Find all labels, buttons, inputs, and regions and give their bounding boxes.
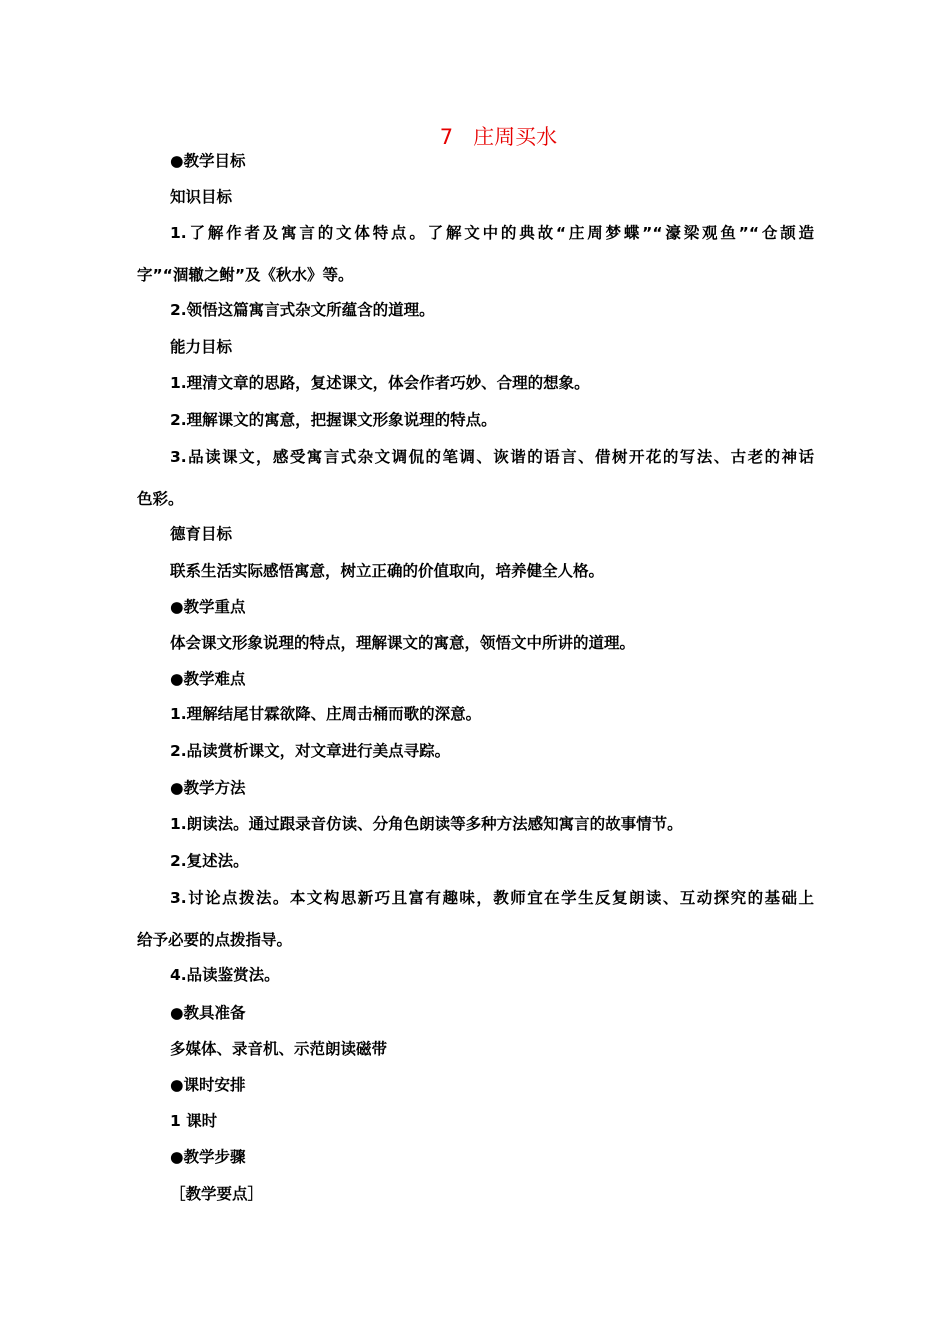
paragraph-line: 3.品读课文，感受寓言式杂文调侃的笔调、诙谐的语言、借树开花的写法、古老的神话	[170, 448, 814, 466]
section-heading-teaching-steps: ●教学步骤	[170, 1148, 246, 1166]
subheading-knowledge-goals: 知识目标	[170, 188, 233, 206]
subheading-ability-goals: 能力目标	[170, 338, 233, 356]
paragraph-line: 1.理解结尾甘霖欲降、庄周击桶而歌的深意。	[170, 705, 482, 723]
section-heading-schedule: ●课时安排	[170, 1076, 246, 1094]
paragraph-line: 2.复述法。	[170, 852, 249, 870]
paragraph-line: 1 课时	[170, 1112, 218, 1130]
section-heading-teaching-aids: ●教具准备	[170, 1004, 246, 1022]
paragraph-line: 多媒体、录音机、示范朗读磁带	[170, 1040, 388, 1058]
paragraph-line: 联系生活实际感悟寓意，树立正确的价值取向，培养健全人格。	[170, 562, 605, 580]
paragraph-line: 2.品读赏析课文，对文章进行美点寻踪。	[170, 742, 451, 760]
page-title: 7 庄周买水	[439, 125, 558, 149]
paragraph-line: 体会课文形象说理的特点，理解课文的寓意，领悟文中所讲的道理。	[170, 634, 636, 652]
paragraph-line: 4.品读鉴赏法。	[170, 966, 280, 984]
paragraph-line: 1.理清文章的思路，复述课文，体会作者巧妙、合理的想象。	[170, 374, 590, 392]
section-heading-methods: ●教学方法	[170, 779, 246, 797]
paragraph-line: 3.讨论点拨法。本文构思新巧且富有趣味，教师宜在学生反复朗读、互动探究的基础上	[170, 889, 814, 907]
paragraph-line: 给予必要的点拨指导。	[137, 931, 293, 949]
section-heading-key-points: ●教学重点	[170, 598, 246, 616]
paragraph-line: 1.朗读法。通过跟录音仿读、分角色朗读等多种方法感知寓言的故事情节。	[170, 815, 683, 833]
section-heading-difficulties: ●教学难点	[170, 670, 246, 688]
subheading-teaching-essentials: ［教学要点］	[170, 1185, 264, 1203]
paragraph-line: 2.理解课文的寓意，把握课文形象说理的特点。	[170, 411, 497, 429]
paragraph-line: 色彩。	[137, 490, 184, 508]
paragraph-line: 1.了解作者及寓言的文体特点。了解文中的典故“庄周梦蝶”“濠梁观鱼”“仓颉造	[170, 224, 814, 242]
paragraph-line: 2.领悟这篇寓言式杂文所蕴含的道理。	[170, 301, 435, 319]
paragraph-line: 字”“涸辙之鲋”及《秋水》等。	[137, 266, 354, 284]
section-heading-teaching-goals: ●教学目标	[170, 152, 246, 170]
subheading-moral-goals: 德育目标	[170, 525, 233, 543]
